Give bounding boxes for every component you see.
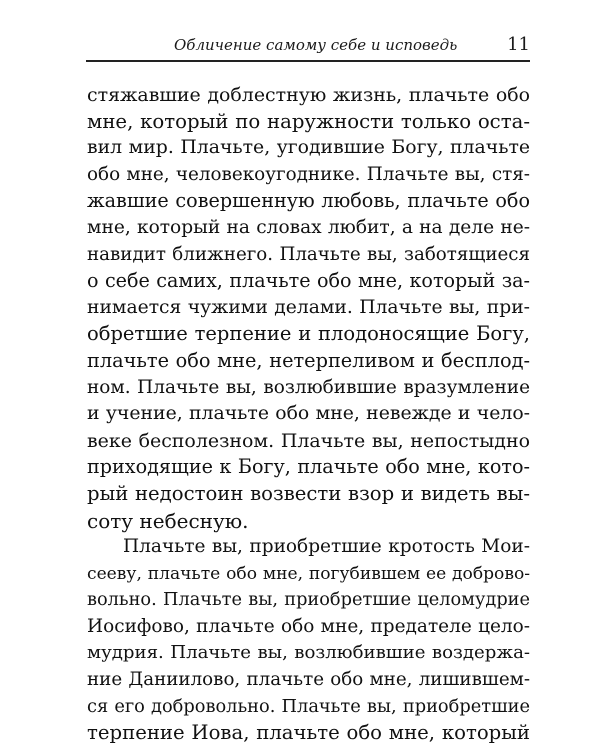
text-line: плачьте обо мне, нетерпеливом и бесплод- (87, 348, 530, 372)
text-line: нимается чужими делами. Плачьте вы, при- (87, 296, 530, 318)
text-line: вольно. Плачьте вы, приобретшие целомудрие (87, 590, 530, 611)
text-line: ние Даниилово, плачьте обо мне, лишившем- (87, 669, 530, 691)
text-line: веке бесполезном. Плачьте вы, непостыдно (87, 429, 530, 452)
text-line: о себе самих, плачьте обо мне, который за- (87, 269, 530, 293)
page-number: 11 (507, 34, 530, 55)
text-line: ся его добровольно. Плачьте вы, приобретшие (87, 695, 530, 717)
text-line: и учение, плачьте обо мне, невежде и чело- (87, 403, 530, 425)
text-line: обретшие терпение и плодоносящие Богу, (87, 322, 530, 346)
text-line: мне, который на словах любит, а на деле не- (87, 216, 530, 238)
text-line: мне, который по наружности только оста- (87, 109, 530, 133)
paragraph-1 (87, 82, 530, 534)
running-header (86, 30, 530, 62)
text-line: Иосифово, плачьте обо мне, предателе цело- (87, 615, 530, 637)
text-line: жавшие совершенную любовь, плачьте обо (87, 189, 530, 213)
text-line: Плачьте вы, приобретшие кротость Мои- (123, 536, 530, 558)
text-line: ном. Плачьте вы, возлюбившие вразумление (87, 376, 530, 398)
text-line: вил мир. Плачьте, угодившие Богу, плачьте (87, 137, 530, 159)
text-line: рый недостоин возвести взор и видеть вы- (87, 481, 530, 505)
text-line: обо мне, человекоугоднике. Плачьте вы, стя- (87, 163, 530, 185)
running-header-title: Обличение самому себе и исповедь (174, 36, 458, 54)
body-text (87, 82, 530, 747)
text-line: сееву, плачьте обо мне, погубившем ее доброво- (87, 563, 530, 584)
text-line: стяжавшие доблестную жизнь, плачьте обо (87, 84, 530, 106)
text-line: навидит ближнего. Плачьте вы, заботящиеся (87, 243, 530, 265)
text-line: приходящие к Богу, плачьте обо мне, кото- (87, 455, 530, 479)
text-line: соту небесную. (87, 508, 249, 533)
text-line: мудрия. Плачьте вы, возлюбившие воздержа- (87, 642, 530, 664)
text-line: терпение Иова, плачьте обо мне, который (87, 721, 530, 745)
paragraph-2 (87, 534, 530, 747)
